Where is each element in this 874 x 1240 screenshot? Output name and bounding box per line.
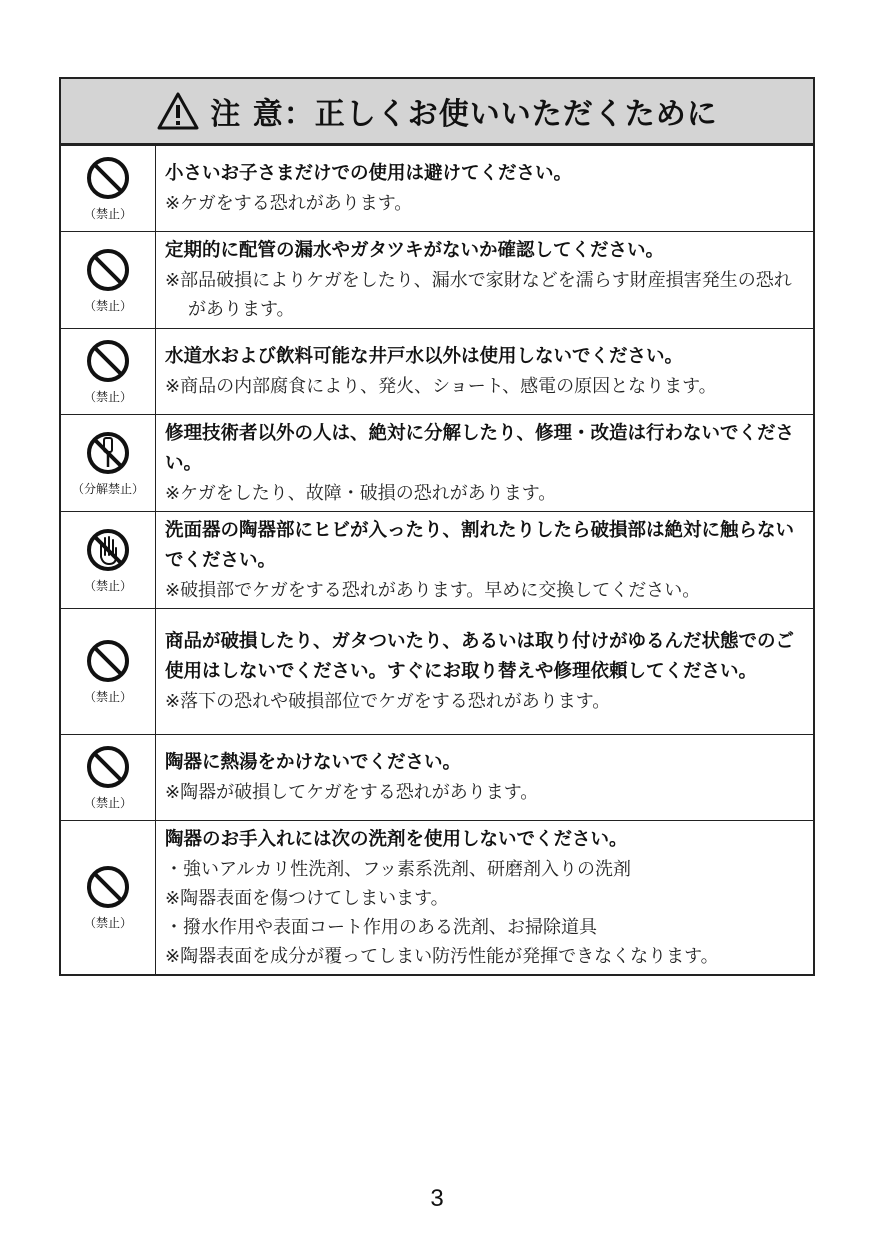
prohibited-icon bbox=[85, 155, 131, 201]
icon-label: （禁止） bbox=[83, 916, 132, 930]
caution-note: ※陶器表面を傷つけてしまいます。 bbox=[165, 887, 449, 909]
icon-label: （禁止） bbox=[83, 690, 132, 704]
prohibited-icon bbox=[85, 338, 131, 384]
text-cell bbox=[156, 329, 813, 414]
caution-note: ※落下の恐れや破損部位でケガをする恐れがあります。 bbox=[165, 691, 611, 712]
caution-text: 修理技術者以外の人は、絶対に分解したり、修理・改造は行わないでください。 bbox=[165, 422, 795, 474]
caution-row bbox=[61, 820, 813, 974]
caution-note: ※ケガをしたり、故障・破損の恐れがあります。 bbox=[165, 482, 557, 504]
icon-label: （禁止） bbox=[83, 207, 132, 221]
caution-note: ※陶器が破損してケガをする恐れがあります。 bbox=[165, 782, 539, 803]
prohibited-icon bbox=[85, 744, 131, 790]
caution-row bbox=[61, 734, 813, 820]
page-number: 3 bbox=[430, 1185, 444, 1212]
icon-label: （禁止） bbox=[83, 796, 132, 810]
caution-text: 水道水および飲料可能な井戸水以外は使用しないでください。 bbox=[165, 346, 684, 367]
icon-cell bbox=[61, 609, 156, 734]
caution-row bbox=[61, 328, 813, 414]
icon-cell bbox=[61, 232, 156, 328]
caution-note: ※破損部でケガをする恐れがあります。早めに交換してください。 bbox=[165, 579, 701, 601]
no-touch-icon bbox=[85, 527, 131, 573]
no-disassembly-icon bbox=[85, 430, 131, 476]
caution-title: 注 意：正しくお使いいただくために bbox=[210, 97, 718, 132]
caution-row bbox=[61, 511, 813, 608]
caution-note: ※商品の内部腐食により、発火、ショート、感電の原因となります。 bbox=[165, 376, 717, 397]
caution-text: 陶器のお手入れには次の洗剤を使用しないでください。 bbox=[165, 828, 628, 850]
caution-note: ・強いアルカリ性洗剤、フッ素系洗剤、研磨剤入りの洗剤 bbox=[165, 858, 632, 880]
text-cell bbox=[156, 415, 813, 511]
warning-triangle-icon bbox=[156, 91, 200, 131]
icon-cell bbox=[61, 415, 156, 511]
icon-label: （禁止） bbox=[83, 298, 132, 313]
prohibited-icon bbox=[85, 247, 131, 293]
text-cell bbox=[156, 512, 813, 608]
caution-row bbox=[61, 145, 813, 231]
caution-note: ※部品破損によりケガをしたり、漏水で家財などを濡らす財産損害発生の恐れがあります。 bbox=[165, 270, 792, 320]
text-cell bbox=[156, 821, 813, 974]
icon-label: （禁止） bbox=[83, 390, 132, 404]
caution-header bbox=[61, 79, 813, 145]
caution-text: 小さいお子さまだけでの使用は避けてください。 bbox=[165, 163, 573, 184]
caution-row bbox=[61, 608, 813, 734]
icon-cell bbox=[61, 821, 156, 974]
icon-cell bbox=[61, 329, 156, 414]
icon-label: （分解禁止） bbox=[71, 481, 144, 496]
icon-label: （禁止） bbox=[83, 578, 132, 593]
text-cell bbox=[156, 146, 813, 231]
icon-cell bbox=[61, 735, 156, 820]
caution-row bbox=[61, 414, 813, 511]
icon-cell bbox=[61, 512, 156, 608]
caution-note: ※ケガをする恐れがあります。 bbox=[165, 193, 413, 214]
caution-text: 陶器に熱湯をかけないでください。 bbox=[165, 752, 462, 773]
caution-row bbox=[61, 231, 813, 328]
caution-note: ※陶器表面を成分が覆ってしまい防汚性能が発揮できなくなります。 bbox=[165, 945, 719, 967]
icon-cell bbox=[61, 146, 156, 231]
caution-table bbox=[59, 77, 815, 976]
caution-text: 商品が破損したり、ガタついたり、あるいは取り付けがゆるんだ状態でのご使用はしないでください。すぐにお取り替えや修理依頼してください。 bbox=[165, 631, 795, 682]
caution-text: 定期的に配管の漏水やガタツキがないか確認してください。 bbox=[165, 240, 664, 261]
text-cell bbox=[156, 609, 813, 734]
text-cell bbox=[156, 735, 813, 820]
prohibited-icon bbox=[85, 638, 131, 684]
prohibited-icon bbox=[85, 864, 131, 910]
caution-note: ・撥水作用や表面コート作用のある洗剤、お掃除道具 bbox=[165, 916, 597, 938]
caution-text: 洗面器の陶器部にヒビが入ったり、割れたりしたら破損部は絶対に触らないでください。 bbox=[165, 519, 795, 571]
text-cell bbox=[156, 232, 813, 328]
